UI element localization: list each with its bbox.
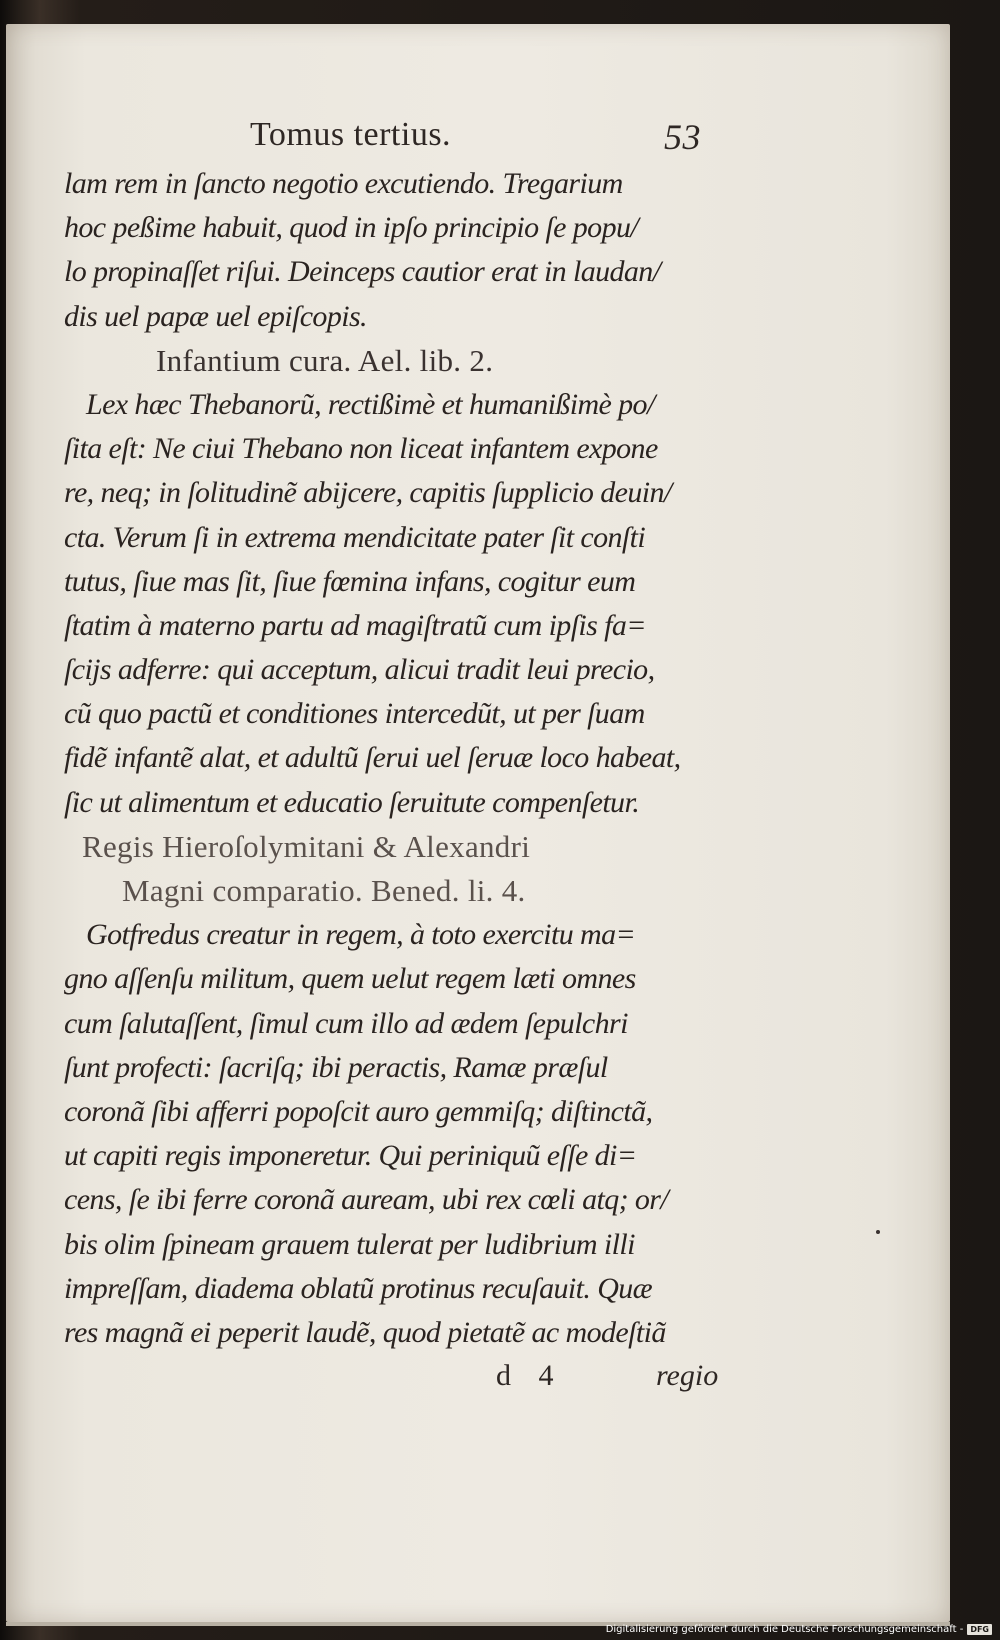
text-line: ſcijs adferre: qui acceptum, alicui tradit leui precio, [64,653,655,687]
text-line: lam rem in ſancto negotio excutiendo. Tregarium [64,167,623,200]
text-line: bis olim ſpineam grauem tulerat per ludibrium illi [64,1227,635,1261]
text-line: coronã ſibi afferri popoſcit auro gemmiſq; diſtinctã, [64,1094,653,1128]
text-line: hoc peßime habuit, quod in ipſo principio ſe popu/ [64,211,639,245]
text-line: res magnã ei peperit laudẽ, quod pietatẽ ac modeſtiã [64,1315,666,1349]
ink-speck [876,1230,880,1234]
digitization-credit [606,1622,992,1636]
text-line: tutus, ſiue mas ſit, ſiue fœmina infans, cogitur eum [64,564,636,598]
text-line: ut capiti regis imponeretur. Qui periniquũ eſſe di= [64,1139,637,1173]
text-line: dis uel papæ uel epiſcopis. [64,299,367,333]
text-line: Gotfredus creatur in regem, à toto exercitu ma= [86,918,636,952]
page-number: 53 [664,117,701,157]
section-heading: Regis Hieroſolymitani & Alexandri [82,828,531,864]
dfg-logo-icon: DFG [967,1624,992,1635]
signature-mark: d 4 [496,1359,564,1393]
text-line: fidẽ infantẽ alat, et adultũ ſerui uel ſeruæ loco habeat, [64,741,681,775]
running-head [64,116,724,162]
text-line: cta. Verum ſi in extrema mendicitate pater ſit conſti [64,520,646,554]
text-line: cens, ſe ibi ferre coronã auream, ubi rex cœli atq; or/ [64,1183,669,1217]
book-page [6,24,950,1622]
text-line: ſunt profecti: ſacriſq; ibi peractis, Ramæ præſul [64,1050,608,1084]
section-heading-continued: Magni comparatio. Bened. li. 4. [122,873,526,908]
text-line: impreſſam, diadema oblatũ protinus recuſauit. Quæ [64,1271,653,1305]
text-line: ſic ut alimentum et educatio ſeruitute compenſetur. [64,785,640,819]
text-line: re, neq; in ſolitudinẽ abijcere, capitis ſupplicio deuin/ [64,476,672,510]
running-title: Tomus tertius. [250,116,452,153]
text-line: Lex hæc Thebanorũ, rectißimè et humanißimè po/ [86,387,655,421]
text-line: ſtatim à materno partu ad magiſtratũ cum ipſis fa= [64,608,646,642]
credit-text: Digitalisierung gefördert durch die Deutsche Forschungsgemeinschaft - [605,1623,964,1635]
text-line: cũ quo pactũ et conditiones intercedũt, ut per ſuam [64,697,645,731]
page-foot [64,1355,724,1401]
text-line: ſita eſt: Ne ciui Thebano non liceat infantem expone [64,432,658,466]
catchword: regio [656,1359,719,1393]
text-block [64,116,724,1401]
text-line: lo propinaſſet riſui. Deinceps cautior erat in laudan/ [64,255,661,289]
text-line: cum ſalutaſſent, ſimul cum illo ad ædem ſepulchri [64,1006,628,1040]
section-heading: Infantium cura. Ael. lib. 2. [156,342,494,378]
text-line: gno aſſenſu militum, quem uelut regem læti omnes [64,962,636,996]
